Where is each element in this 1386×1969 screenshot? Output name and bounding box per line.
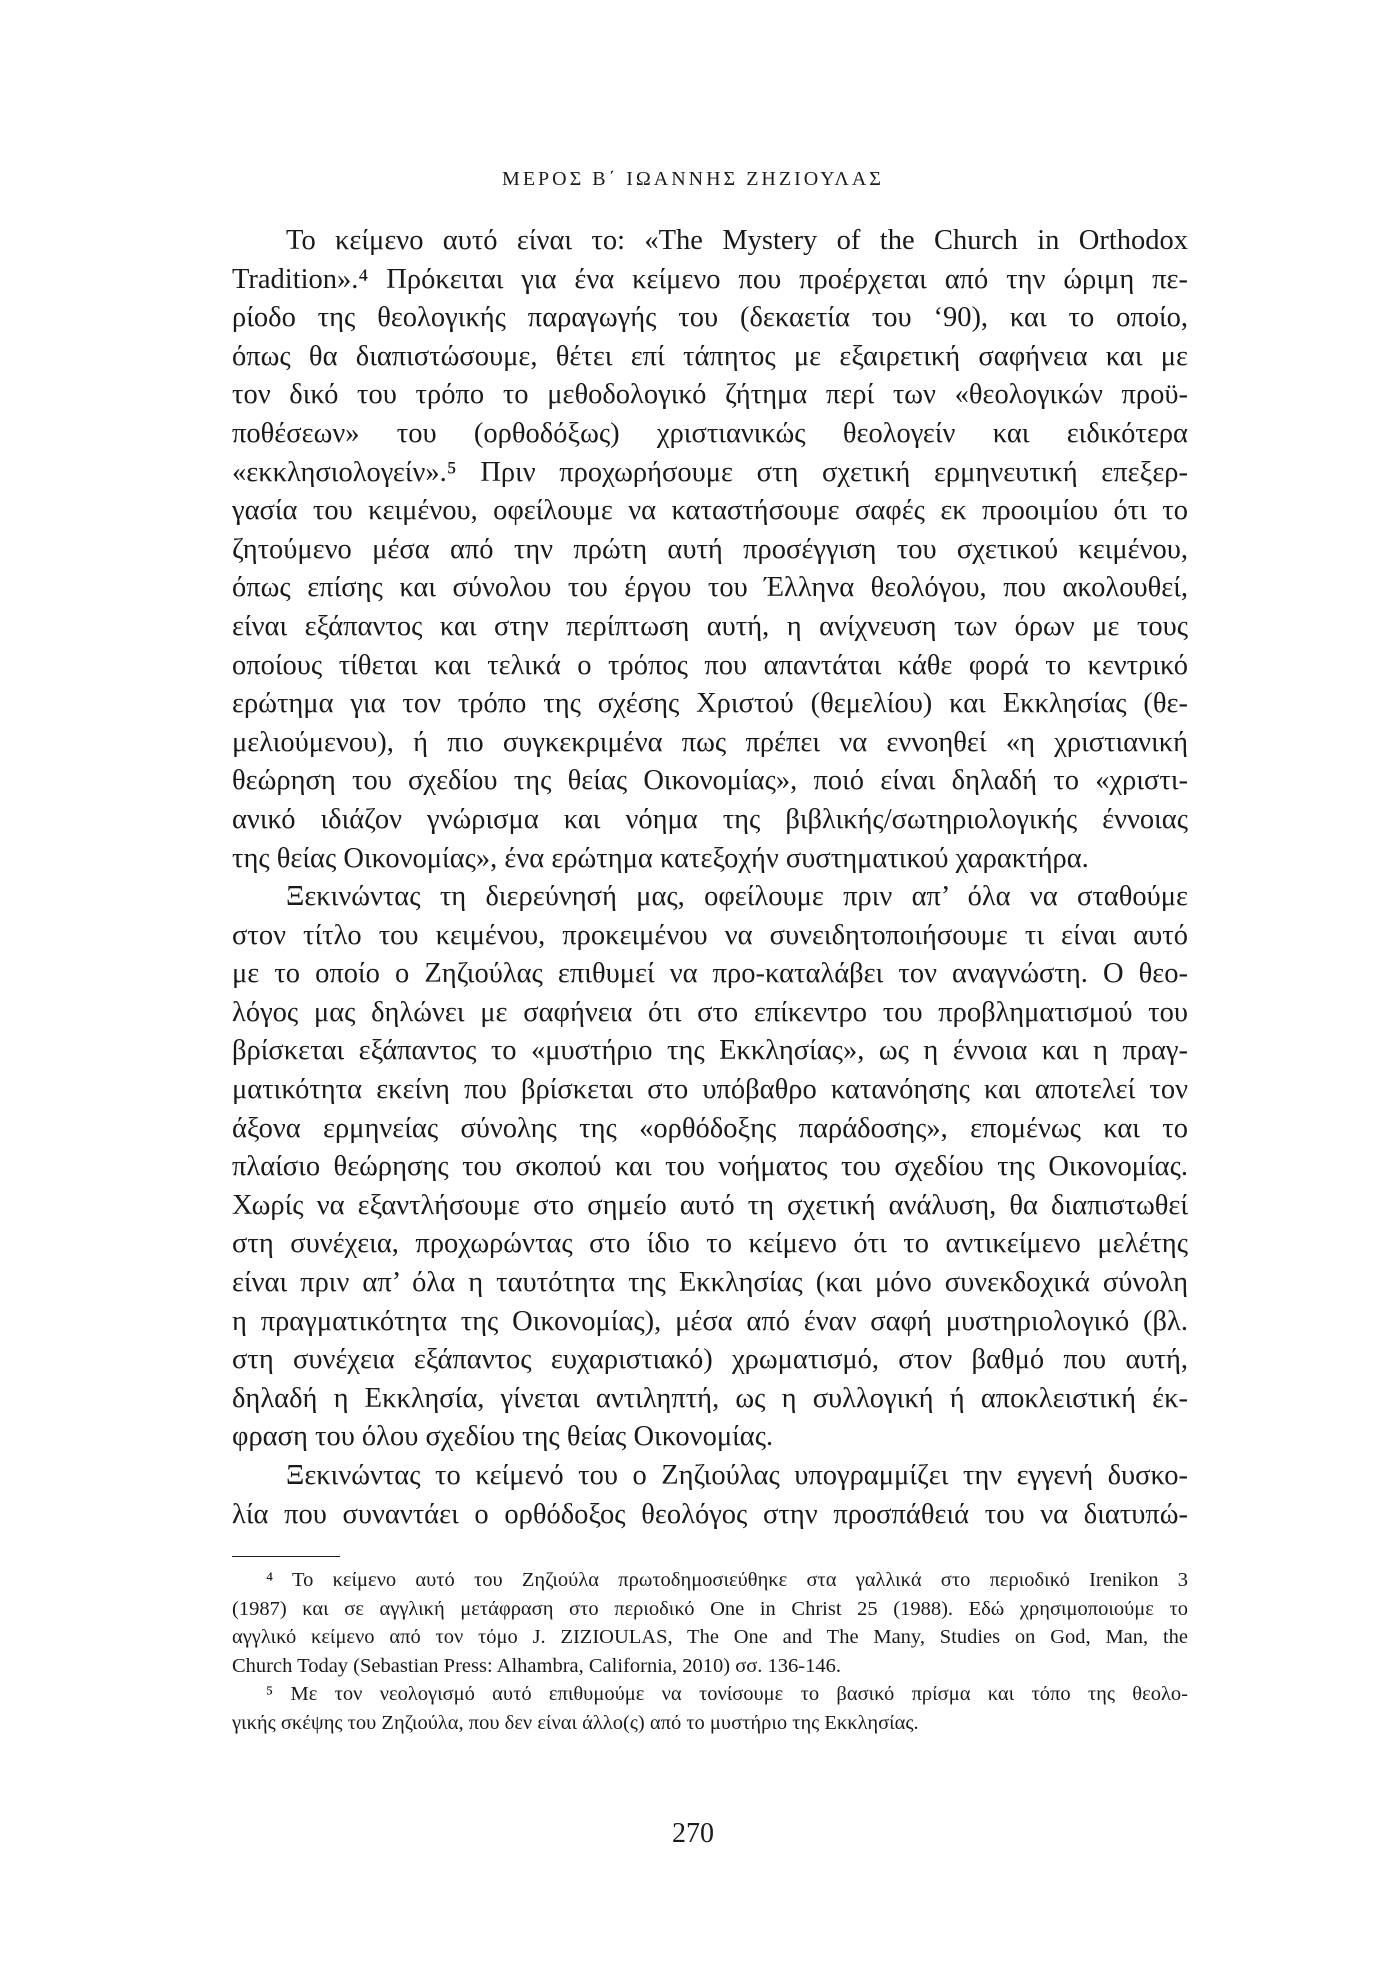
body-line: είναι πριν απ’ όλα η ταυτότητα της Εκκλησίας (και μόνο συνεκδοχικά σύνολη — [232, 1267, 1188, 1299]
body-line: Το κείμενο αυτό είναι το: «The Mystery of the Church in Orthodox — [286, 225, 1188, 256]
body-line: στη συνέχεια εξάπαντος ευχαριστιακό) χρωματισμό, στον βαθμό που αυτή, — [232, 1344, 1188, 1376]
body-line: φραση του όλου σχεδίου της θείας Οικονομίας. — [232, 1421, 774, 1453]
body-line: άξονα ερμηνείας σύνολης της «ορθόδοξης παράδοσης», επομένως και το — [232, 1112, 1188, 1144]
body-line: ανικό ιδιάζον γνώρισμα και νόημα της βιβλικής/σωτηριολογικής έννοιας — [232, 803, 1188, 835]
body-line: στον τίτλο του κειμένου, προκειμένου να συνειδητοποιήσουμε τι είναι αυτό — [232, 919, 1188, 951]
body-line: όπως θα διαπιστώσουμε, θέτει επί τάπητος με εξαιρετική σαφήνεια και με — [232, 340, 1188, 372]
body-line: Ξεκινώντας το κείμενό του ο Ζηζιούλας υπογραμμίζει την εγγενή δυσκο- — [286, 1460, 1188, 1491]
footnote-separator — [232, 1556, 340, 1557]
body-line: ερώτημα για τον τρόπο της σχέσης Χριστού (θεμελίου) και Εκκλησίας (θε- — [232, 688, 1188, 720]
footnote-line: ⁴ Το κείμενο αυτό του Ζηζιούλα πρωτοδημοσιεύθηκε στα γαλλικά στο περιοδικό Irenikon 3 — [266, 1569, 1188, 1591]
body-line: Ξεκινώντας τη διερεύνησή μας, οφείλουμε πριν απ’ όλα να σταθούμε — [286, 881, 1188, 913]
body-line: με το οποίο ο Ζηζιούλας επιθυμεί να προ-καταλάβει τον αναγνώστη. Ο θεο- — [232, 958, 1188, 990]
footnote-line: Church Today (Sebastian Press: Alhambra, California, 2010) σσ. 136-146. — [232, 1654, 841, 1677]
body-line: οποίους τίθεται και τελικά ο τρόπος που απαντάται κάθε φορά το κεντρικό — [232, 649, 1188, 681]
body-line: πλαίσιο θεώρησης του σκοπού και του νοήματος του σχεδίου της Οικονομίας. — [232, 1151, 1188, 1183]
body-line: βρίσκεται εξάπαντος το «μυστήριο της Εκκλησίας», ως η έννοια και η πραγ- — [232, 1035, 1188, 1067]
body-line: μελιούμενου), ή πιο συγκεκριμένα πως πρέπει να εννοηθεί «η χριστιανική — [232, 726, 1188, 758]
body-line: όπως επίσης και σύνολου του έργου του Έλληνα θεολόγου, που ακολουθεί, — [232, 572, 1188, 604]
body-line: ρίοδο της θεολογικής παραγωγής του (δεκαετία του ‘90), και το οποίο, — [232, 302, 1188, 334]
footnote-line: αγγλικό κείμενο από τον τόμο J. ZIZIOULAS, The One and The Many, Studies on God, Man, the — [232, 1626, 1188, 1649]
page-number: 270 — [672, 1818, 714, 1849]
body-line: στη συνέχεια, προχωρώντας στο ίδιο το κείμενο ότι το αντικείμενο μελέτης — [232, 1228, 1188, 1260]
body-line: ποθέσεων» του (ορθοδόξως) χριστιανικώς θεολογείν και ειδικότερα — [232, 417, 1188, 449]
body-line: είναι εξάπαντος και στην περίπτωση αυτή, η ανίχνευση των όρων με τους — [232, 610, 1188, 642]
body-line: ζητούμενο μέσα από την πρώτη αυτή προσέγγιση του σχετικού κειμένου, — [232, 533, 1188, 565]
footnote-line: (1987) και σε αγγλική μετάφραση στο περιοδικό One in Christ 25 (1988). Εδώ χρησιμοποιούμε το — [232, 1597, 1188, 1620]
body-line: θεώρηση του σχεδίου της θείας Οικονομίας», ποιό είναι δηλαδή το «χριστι- — [232, 765, 1188, 797]
body-line: Tradition».⁴ Πρόκειται για ένα κείμενο που προέρχεται από την ώριμη πε- — [232, 263, 1188, 295]
footnote-line: γικής σκέψης του Ζηζιούλα, που δεν είναι άλλο(ς) από το μυστήριο της Εκκλησίας. — [232, 1711, 919, 1734]
body-line: «εκκλησιολογείν».⁵ Πριν προχωρήσουμε στη σχετική ερμηνευτική επεξερ- — [232, 456, 1188, 488]
body-line: η πραγματικότητα της Οικονομίας), μέσα από έναν σαφή μυστηριολογικό (βλ. — [232, 1305, 1188, 1337]
body-text — [232, 222, 1188, 1534]
footnotes — [232, 1566, 1188, 1738]
body-line: της θείας Οικονομίας», ένα ερώτημα κατεξοχήν συστηματικού χαρακτήρα. — [232, 842, 1089, 874]
body-line: λία που συναντάει ο ορθόδοξος θεολόγος στην προσπάθειά του να διατυπώ- — [232, 1498, 1188, 1530]
footnote-line: ⁵ Με τον νεολογισμό αυτό επιθυμούμε να τονίσουμε το βασικό πρίσμα και τόπο της θεολο- — [266, 1683, 1188, 1706]
body-line: γασία του κειμένου, οφείλουμε να καταστήσουμε σαφές εκ προοιμίου ότι το — [232, 495, 1188, 527]
body-line: δηλαδή η Εκκλησία, γίνεται αντιληπτή, ως η συλλογική ή αποκλειστική έκ- — [232, 1382, 1188, 1414]
body-line: ματικότητα εκείνη που βρίσκεται στο υπόβαθρο κατανόησης και αποτελεί τον — [232, 1074, 1188, 1106]
running-head: ΜΕΡΟΣ Β΄ ΙΩΑΝΝΗΣ ΖΗΖΙΟΥΛΑΣ — [502, 168, 884, 190]
body-line: λόγος μας δηλώνει με σαφήνεια ότι στο επίκεντρο του προβληματισμού του — [232, 996, 1188, 1028]
body-line: τον δικό του τρόπο το μεθοδολογικό ζήτημα περί των «θεολογικών προϋ- — [232, 379, 1188, 411]
body-line: Χωρίς να εξαντλήσουμε στο σημείο αυτό τη σχετική ανάλυση, θα διαπιστωθεί — [232, 1189, 1188, 1221]
